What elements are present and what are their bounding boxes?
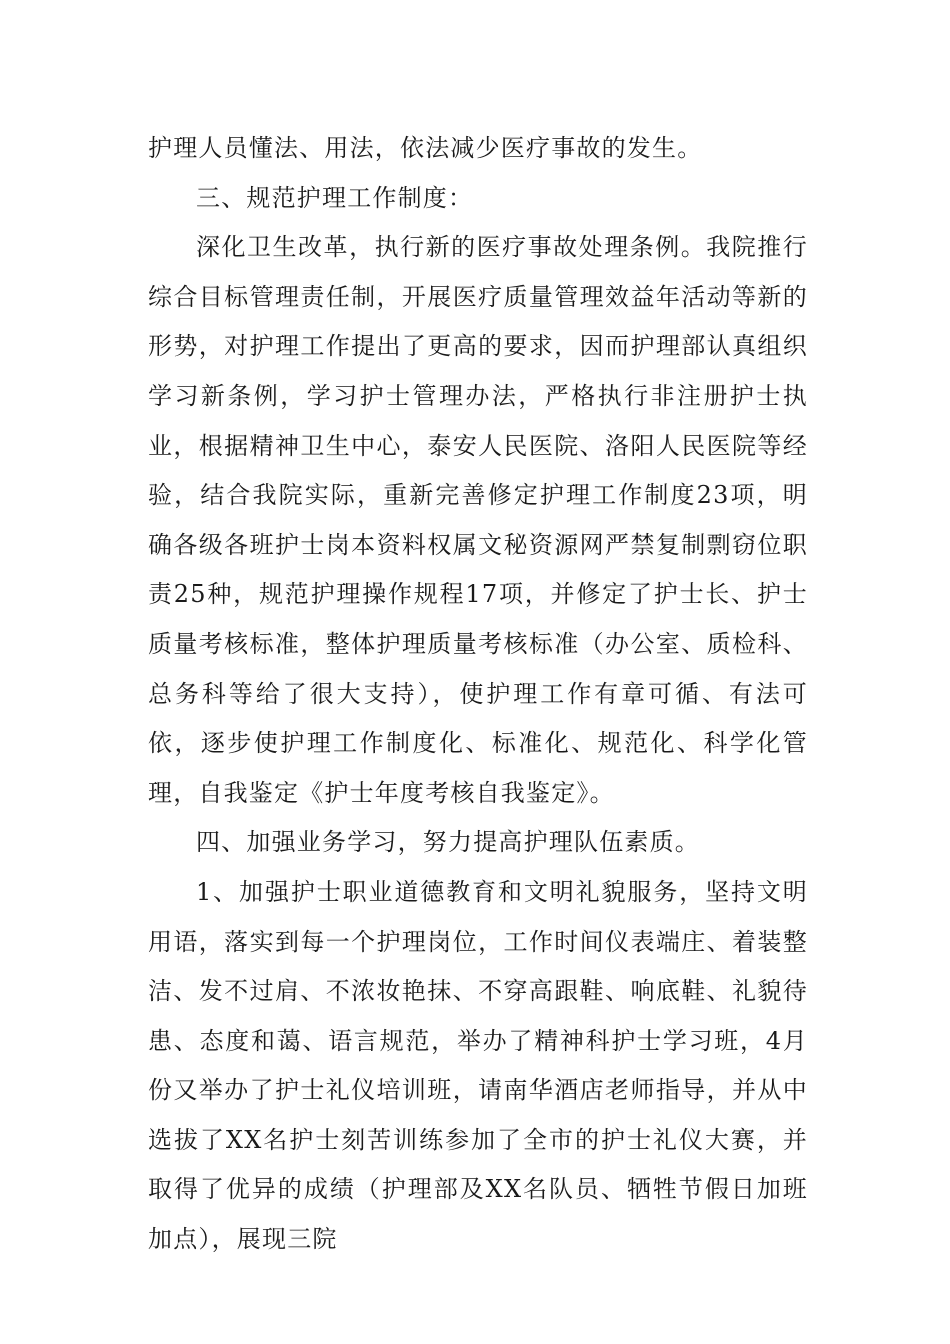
section-heading-four: 四、加强业务学习，努力提高护理队伍素质。 (196, 828, 700, 857)
document-body (148, 124, 808, 1265)
paragraph-ethics-training: 1、加强护士职业道德教育和文明礼貌服务，坚持文明用语，落实到每一个护理岗位，工作时间仪表端庄、着装整洁、发不过肩、不浓妆艳抹、不穿高跟鞋、响底鞋、礼貌待患、态度和蔼、语言规范，举办了精神科护士学习班，4月份又举办了护士礼仪培训班，请南华酒店老师指导，并从中选拔了XX名护士刻苦训练参加了全市的护士礼仪大赛，并取得了优异的成绩（护理部及XX名队员、牺牲节假日加班加点），展现三院 (148, 877, 808, 1254)
section-heading-three: 三、规范护理工作制度： (196, 183, 474, 212)
paragraph-regulations: 深化卫生改革，执行新的医疗事故处理条例。我院推行综合目标管理责任制，开展医疗质量管理效益年活动等新的形势，对护理工作提出了更高的要求，因而护理部认真组织学习新条例，学习护士管理办法，严格执行非注册护士执业，根据精神卫生中心，泰安人民医院、洛阳人民医院等经验，结合我院实际，重新完善修定护理工作制度23项，明确各级各班护士岗本资料权属文秘资源网严禁复制剽窃位职责25种，规范护理操作规程17项，并修定了护士长、护士质量考核标准，整体护理质量考核标准（办公室、质检科、总务科等给了很大支持），使护理工作有章可循、有法可依，逐步使护理工作制度化、标准化、规范化、科学化管理，自我鉴定《护士年度考核自我鉴定》。 (148, 233, 808, 807)
paragraph-continuation: 护理人员懂法、用法，依法减少医疗事故的发生。 (148, 134, 703, 162)
